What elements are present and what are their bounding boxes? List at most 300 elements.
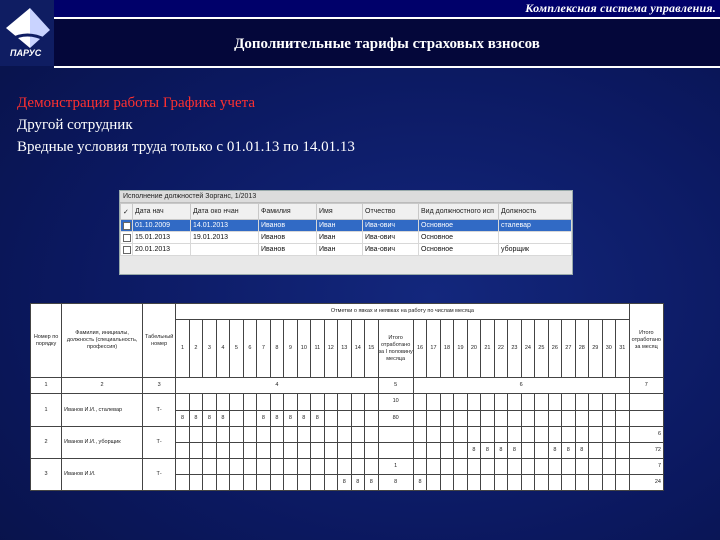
hours-cell — [189, 442, 202, 458]
row-checkbox[interactable] — [123, 246, 131, 254]
mark-cell — [257, 458, 270, 474]
hours-cell — [230, 442, 243, 458]
timesheet-report — [30, 303, 664, 491]
mark-cell — [494, 394, 507, 410]
colnum: 4 — [176, 378, 378, 394]
cell: Основное — [419, 244, 499, 256]
hours-cell: 8 — [575, 442, 588, 458]
hours-cell: 8 — [203, 410, 216, 426]
day-header: 15 — [365, 320, 378, 378]
hours-cell — [351, 410, 364, 426]
hours-cell — [602, 410, 615, 426]
hours-cell — [297, 474, 310, 490]
half-hours: 80 — [378, 410, 413, 426]
hours-cell: 8 — [176, 410, 189, 426]
day-header: 10 — [297, 320, 310, 378]
hours-cell — [257, 474, 270, 490]
hours-cell — [616, 410, 630, 426]
mark-cell — [270, 426, 283, 442]
mark-cell — [203, 426, 216, 442]
mark-cell — [351, 394, 364, 410]
mark-cell — [338, 426, 351, 442]
hours-cell — [454, 410, 467, 426]
grid-col-middle-name[interactable]: Отчество — [363, 204, 419, 220]
mark-cell — [521, 426, 534, 442]
hours-cell — [243, 474, 256, 490]
mark-cell — [413, 426, 426, 442]
hours-cell — [338, 410, 351, 426]
mark-cell — [243, 458, 256, 474]
mark-cell — [338, 458, 351, 474]
header-total: Итого отработано за месяц — [629, 304, 663, 378]
hours-cell — [454, 442, 467, 458]
mark-cell — [562, 394, 575, 410]
cell: Иванов — [259, 244, 317, 256]
hours-cell: 8 — [548, 442, 561, 458]
half-hours — [378, 442, 413, 458]
employee-line: Другой сотрудник — [17, 117, 133, 133]
hours-cell: 8 — [365, 474, 378, 490]
row-name: Иванов И.И., сталевар — [62, 394, 143, 426]
day-header: 3 — [203, 320, 216, 378]
mark-cell — [616, 394, 630, 410]
mark-cell — [521, 394, 534, 410]
hours-cell — [324, 474, 337, 490]
hours-cell — [176, 442, 189, 458]
day-header: 19 — [454, 320, 467, 378]
hours-cell — [602, 474, 615, 490]
table-row[interactable] — [121, 244, 572, 256]
hours-cell — [494, 410, 507, 426]
day-header: 23 — [508, 320, 521, 378]
mark-cell — [616, 426, 630, 442]
mark-cell — [270, 394, 283, 410]
day-header: 16 — [413, 320, 426, 378]
row-tab: Т- — [143, 394, 176, 426]
hours-cell — [454, 474, 467, 490]
mark-cell — [521, 458, 534, 474]
grid-caption: Исполнение должностей Зорганс, 1/2013 — [120, 191, 572, 203]
row-name: Иванов И.И., уборщик — [62, 426, 143, 458]
hours-cell — [535, 442, 548, 458]
hours-cell — [365, 410, 378, 426]
colnum: 3 — [143, 378, 176, 394]
mark-cell — [467, 426, 480, 442]
day-header: 30 — [602, 320, 615, 378]
mark-cell — [311, 394, 324, 410]
title-bar — [54, 19, 720, 68]
mark-cell — [589, 394, 602, 410]
mark-cell — [189, 394, 202, 410]
mark-cell — [311, 426, 324, 442]
mark-cell — [297, 458, 310, 474]
day-header: 17 — [427, 320, 440, 378]
mark-cell — [427, 426, 440, 442]
hours-cell — [562, 474, 575, 490]
mark-cell — [216, 458, 229, 474]
mark-cell — [284, 426, 297, 442]
hours-cell — [481, 474, 494, 490]
cell: Основное — [419, 232, 499, 244]
mark-cell — [467, 394, 480, 410]
mark-cell — [243, 394, 256, 410]
day-header: 8 — [270, 320, 283, 378]
cell: сталевар — [499, 220, 572, 232]
mark-cell — [454, 426, 467, 442]
row-no: 2 — [31, 426, 62, 458]
grid-col-first-name[interactable]: Имя — [317, 204, 363, 220]
hours-cell — [203, 442, 216, 458]
day-header: 13 — [338, 320, 351, 378]
hours-cell — [494, 474, 507, 490]
row-no: 3 — [31, 458, 62, 490]
mark-cell — [297, 426, 310, 442]
hours-cell: 8 — [413, 474, 426, 490]
cell: Ива-ович — [363, 220, 419, 232]
day-header: 12 — [324, 320, 337, 378]
mark-cell — [413, 458, 426, 474]
hours-cell — [602, 442, 615, 458]
grid-col-post[interactable]: Должность — [499, 204, 572, 220]
hours-cell — [284, 442, 297, 458]
grid-col-date-to[interactable]: Дата око нчан — [191, 204, 259, 220]
hours-cell — [440, 474, 453, 490]
demo-line: Демонстрация работы Графика учета — [17, 95, 256, 111]
cell: Основное — [419, 220, 499, 232]
total-hours: 72 — [629, 442, 663, 458]
half-days — [378, 426, 413, 442]
colnum: 1 — [31, 378, 62, 394]
mark-cell — [508, 394, 521, 410]
mark-cell — [176, 394, 189, 410]
system-bar — [54, 0, 720, 19]
total-days — [629, 394, 663, 410]
mark-cell — [216, 426, 229, 442]
grid-col-date-from[interactable]: Дата нач — [133, 204, 191, 220]
grid-col-last-name[interactable]: Фамилия — [259, 204, 317, 220]
mark-cell — [454, 394, 467, 410]
cell — [191, 244, 259, 256]
hours-cell — [521, 474, 534, 490]
hours-cell — [548, 474, 561, 490]
conditions-line: Вредные условия труда только с 01.01.13 по 14.01.13 — [17, 139, 355, 155]
mark-cell — [338, 394, 351, 410]
table-row — [31, 426, 664, 442]
cell: Иван — [317, 232, 363, 244]
hours-cell: 8 — [562, 442, 575, 458]
mark-cell — [575, 426, 588, 442]
header-marks: Отметки о явках и неявках на работу по числам месяца — [176, 304, 629, 320]
hours-cell — [297, 442, 310, 458]
cell: Иванов — [259, 220, 317, 232]
hours-cell — [257, 442, 270, 458]
hours-cell: 8 — [257, 410, 270, 426]
mark-cell — [548, 394, 561, 410]
day-header: 24 — [521, 320, 534, 378]
hours-cell: 8 — [216, 410, 229, 426]
hours-cell — [270, 474, 283, 490]
mark-cell — [230, 426, 243, 442]
table-row — [31, 394, 664, 410]
hours-cell: 8 — [284, 410, 297, 426]
mark-cell — [427, 458, 440, 474]
day-header: 22 — [494, 320, 507, 378]
header-no: Номер по порядку — [31, 304, 62, 378]
row-tab: Т- — [143, 426, 176, 458]
hours-cell — [427, 474, 440, 490]
cell: 14.01.2013 — [191, 220, 259, 232]
grid-col-check[interactable]: ✓ — [121, 204, 133, 220]
colnum: 5 — [378, 378, 413, 394]
mark-cell — [481, 458, 494, 474]
hours-cell — [521, 410, 534, 426]
mark-cell — [575, 458, 588, 474]
cell: 19.01.2013 — [191, 232, 259, 244]
mark-cell — [508, 426, 521, 442]
mark-cell — [189, 458, 202, 474]
mark-cell — [548, 426, 561, 442]
hours-cell — [230, 474, 243, 490]
cell: 20.01.2013 — [133, 244, 191, 256]
day-header: 11 — [311, 320, 324, 378]
mark-cell — [562, 426, 575, 442]
hours-cell — [284, 474, 297, 490]
day-header: 29 — [589, 320, 602, 378]
mark-cell — [548, 458, 561, 474]
mark-cell — [176, 426, 189, 442]
mark-cell — [535, 426, 548, 442]
day-header: 7 — [257, 320, 270, 378]
hours-cell: 8 — [189, 410, 202, 426]
colnum: 2 — [62, 378, 143, 394]
slide-title: Дополнительные тарифы страховых взносов — [234, 36, 540, 52]
mark-cell — [365, 458, 378, 474]
hours-cell — [427, 410, 440, 426]
total-hours: 24 — [629, 474, 663, 490]
mark-cell — [311, 458, 324, 474]
table-row[interactable] — [121, 232, 572, 244]
day-header: 9 — [284, 320, 297, 378]
mark-cell — [602, 394, 615, 410]
mark-cell — [176, 458, 189, 474]
day-header: 5 — [230, 320, 243, 378]
hours-cell — [365, 442, 378, 458]
hours-cell — [413, 410, 426, 426]
cell: 01.10.2009 — [133, 220, 191, 232]
table-row — [31, 458, 664, 474]
total-days: 7 — [629, 458, 663, 474]
hours-cell — [243, 410, 256, 426]
mark-cell — [535, 458, 548, 474]
header-tab: Табельный номер — [143, 304, 176, 378]
row-name: Иванов И.И. — [62, 458, 143, 490]
mark-cell — [589, 426, 602, 442]
hours-cell — [351, 442, 364, 458]
mark-cell — [189, 426, 202, 442]
hours-cell — [176, 474, 189, 490]
hours-cell — [589, 410, 602, 426]
mark-cell — [216, 394, 229, 410]
mark-cell — [494, 426, 507, 442]
system-name: Комплексная система управления. — [525, 1, 716, 15]
day-header: 4 — [216, 320, 229, 378]
mark-cell — [270, 458, 283, 474]
hours-cell — [338, 442, 351, 458]
mark-cell — [494, 458, 507, 474]
table-row[interactable] — [121, 220, 572, 232]
mark-cell — [589, 458, 602, 474]
mark-cell — [257, 394, 270, 410]
hours-cell — [311, 442, 324, 458]
mark-cell — [535, 394, 548, 410]
hours-cell — [216, 474, 229, 490]
hours-cell — [243, 442, 256, 458]
mark-cell — [351, 458, 364, 474]
hours-cell — [311, 474, 324, 490]
hours-cell — [589, 474, 602, 490]
mark-cell — [324, 458, 337, 474]
row-no: 1 — [31, 394, 62, 426]
hours-cell — [481, 410, 494, 426]
hours-cell — [575, 410, 588, 426]
day-header: 27 — [562, 320, 575, 378]
mark-cell — [365, 426, 378, 442]
colnum: 6 — [413, 378, 629, 394]
mark-cell — [203, 458, 216, 474]
hours-cell — [508, 410, 521, 426]
mark-cell — [616, 458, 630, 474]
hours-cell: 8 — [338, 474, 351, 490]
mark-cell — [440, 394, 453, 410]
mark-cell — [481, 394, 494, 410]
hours-cell — [562, 410, 575, 426]
cell: Иван — [317, 244, 363, 256]
hours-cell — [413, 442, 426, 458]
hours-cell: 8 — [270, 410, 283, 426]
cell: уборщик — [499, 244, 572, 256]
hours-cell: 8 — [297, 410, 310, 426]
hours-cell — [270, 442, 283, 458]
day-header: 21 — [481, 320, 494, 378]
half-days: 1 — [378, 458, 413, 474]
cell: Ива-ович — [363, 232, 419, 244]
mark-cell — [297, 394, 310, 410]
hours-cell — [440, 410, 453, 426]
half-days: 10 — [378, 394, 413, 410]
day-header: 1 — [176, 320, 189, 378]
mark-cell — [575, 394, 588, 410]
hours-cell — [203, 474, 216, 490]
hours-cell — [467, 474, 480, 490]
hours-cell — [616, 442, 630, 458]
hours-cell — [521, 442, 534, 458]
hours-cell — [575, 474, 588, 490]
mark-cell — [481, 426, 494, 442]
mark-cell — [284, 458, 297, 474]
parus-logo — [0, 0, 54, 66]
positions-grid — [119, 190, 573, 275]
mark-cell — [203, 394, 216, 410]
mark-cell — [230, 394, 243, 410]
mark-cell — [243, 426, 256, 442]
logo-text: ПАРУС — [10, 48, 42, 58]
mark-cell — [324, 426, 337, 442]
hours-cell — [467, 410, 480, 426]
cell: Иванов — [259, 232, 317, 244]
hours-cell — [230, 410, 243, 426]
hours-cell — [548, 410, 561, 426]
row-checkbox[interactable] — [123, 234, 131, 242]
day-header: 6 — [243, 320, 256, 378]
half-hours: 8 — [378, 474, 413, 490]
mark-cell — [508, 458, 521, 474]
mark-cell — [467, 458, 480, 474]
header-half-month: Итого отработано за I половину месяца — [378, 320, 413, 378]
mark-cell — [365, 394, 378, 410]
mark-cell — [413, 394, 426, 410]
mark-cell — [440, 426, 453, 442]
day-header: 20 — [467, 320, 480, 378]
grid-col-type[interactable]: Вид должностного исп — [419, 204, 499, 220]
hours-cell: 8 — [467, 442, 480, 458]
hours-cell — [427, 442, 440, 458]
mark-cell — [284, 394, 297, 410]
hours-cell: 8 — [494, 442, 507, 458]
hours-cell: 8 — [508, 442, 521, 458]
mark-cell — [257, 426, 270, 442]
mark-cell — [454, 458, 467, 474]
day-header: 26 — [548, 320, 561, 378]
day-header: 28 — [575, 320, 588, 378]
day-header: 18 — [440, 320, 453, 378]
row-tab: Т- — [143, 458, 176, 490]
hours-cell — [440, 442, 453, 458]
header-name: Фамилия, инициалы, должность (специальность, профессия) — [62, 304, 143, 378]
mark-cell — [427, 394, 440, 410]
hours-cell: 8 — [311, 410, 324, 426]
total-days: 6 — [629, 426, 663, 442]
mark-cell — [602, 426, 615, 442]
hours-cell — [216, 442, 229, 458]
mark-cell — [440, 458, 453, 474]
mark-cell — [230, 458, 243, 474]
day-header: 25 — [535, 320, 548, 378]
day-header: 14 — [351, 320, 364, 378]
text-block — [17, 92, 355, 158]
total-hours — [629, 410, 663, 426]
cell: Иван — [317, 220, 363, 232]
hours-cell — [589, 442, 602, 458]
hours-cell — [535, 474, 548, 490]
colnum: 7 — [629, 378, 663, 394]
hours-cell — [324, 442, 337, 458]
mark-cell — [602, 458, 615, 474]
cell: 15.01.2013 — [133, 232, 191, 244]
mark-cell — [562, 458, 575, 474]
hours-cell — [535, 410, 548, 426]
hours-cell: 8 — [351, 474, 364, 490]
hours-cell — [616, 474, 630, 490]
hours-cell — [508, 474, 521, 490]
day-header: 31 — [616, 320, 630, 378]
day-header: 2 — [189, 320, 202, 378]
row-checkbox[interactable] — [123, 222, 131, 230]
cell — [499, 232, 572, 244]
mark-cell — [324, 394, 337, 410]
hours-cell: 8 — [481, 442, 494, 458]
mark-cell — [351, 426, 364, 442]
cell: Ива-ович — [363, 244, 419, 256]
